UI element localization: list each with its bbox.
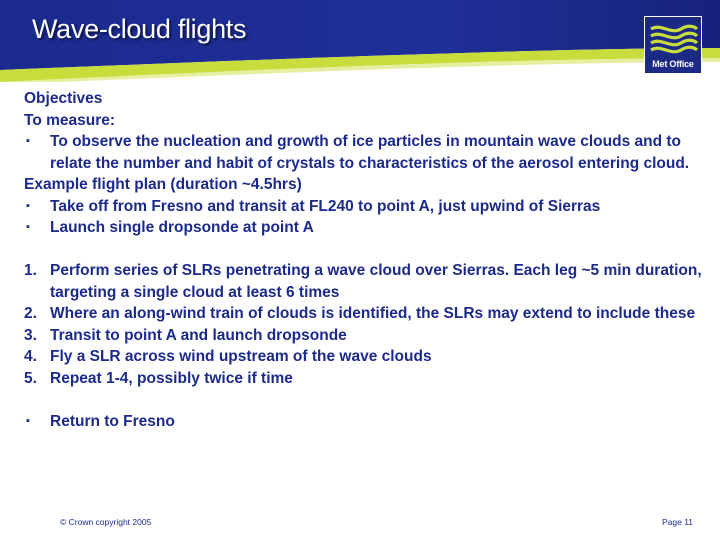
plan-bullet-item <box>24 217 704 239</box>
bullet-icon: ▪ <box>26 221 30 233</box>
step-text: Fly a SLR across wind upstream of the wave clouds <box>50 348 432 365</box>
objectives-heading: Objectives <box>24 90 103 107</box>
measure-heading: To measure: <box>24 111 116 129</box>
logo-text: Met Office <box>652 59 694 69</box>
page-number: Page 11 <box>662 517 694 527</box>
step-number: 2. <box>24 305 37 322</box>
step-number: 3. <box>24 326 37 344</box>
step-item <box>24 303 704 325</box>
plan-bullet-item <box>24 196 704 218</box>
step-text: Repeat 1-4, possibly twice if time <box>50 369 293 387</box>
step-number: 4. <box>24 348 37 365</box>
slide-header <box>0 0 720 82</box>
plan-bullet-text: Take off from Fresno and transit at FL240 to point A, just upwind of Sierras <box>50 197 601 215</box>
step-item <box>24 260 704 303</box>
bullet-icon: ▪ <box>26 199 30 212</box>
bullet-icon: ▪ <box>26 414 30 427</box>
flight-plan-heading: Example flight plan (duration ~4.5hrs) <box>24 176 302 193</box>
objective-bullet-text: To observe the nucleation and growth of ice particles in mountain wave clouds and to relate the number and habit of crystals to characteristics of the aerosol entering cloud. <box>50 133 690 172</box>
copyright-notice: © Crown copyright 2005 <box>60 517 152 527</box>
objective-bullet-item <box>24 131 704 174</box>
step-item <box>24 346 704 368</box>
spacer <box>24 389 704 411</box>
step-number: 1. <box>24 262 37 279</box>
step-number: 5. <box>24 369 37 387</box>
step-item <box>24 368 704 390</box>
step-text: Perform series of SLRs penetrating a wave cloud over Sierras. Each leg ~5 min duration, targeting a single cloud at least 6 times <box>50 262 702 301</box>
step-text: Transit to point A and launch dropsonde <box>50 326 347 344</box>
final-bullet-item <box>24 411 704 433</box>
met-office-logo <box>644 16 702 74</box>
bullet-icon: ▪ <box>26 135 30 147</box>
step-item <box>24 325 704 347</box>
spacer <box>24 239 704 261</box>
slide-title: Wave-cloud flights <box>32 14 247 44</box>
final-bullet-text: Return to Fresno <box>50 412 175 430</box>
step-text: Where an along-wind train of clouds is identified, the SLRs may extend to include these <box>50 305 696 322</box>
plan-bullet-text: Launch single dropsonde at point A <box>50 219 314 236</box>
slide-body <box>24 88 704 432</box>
